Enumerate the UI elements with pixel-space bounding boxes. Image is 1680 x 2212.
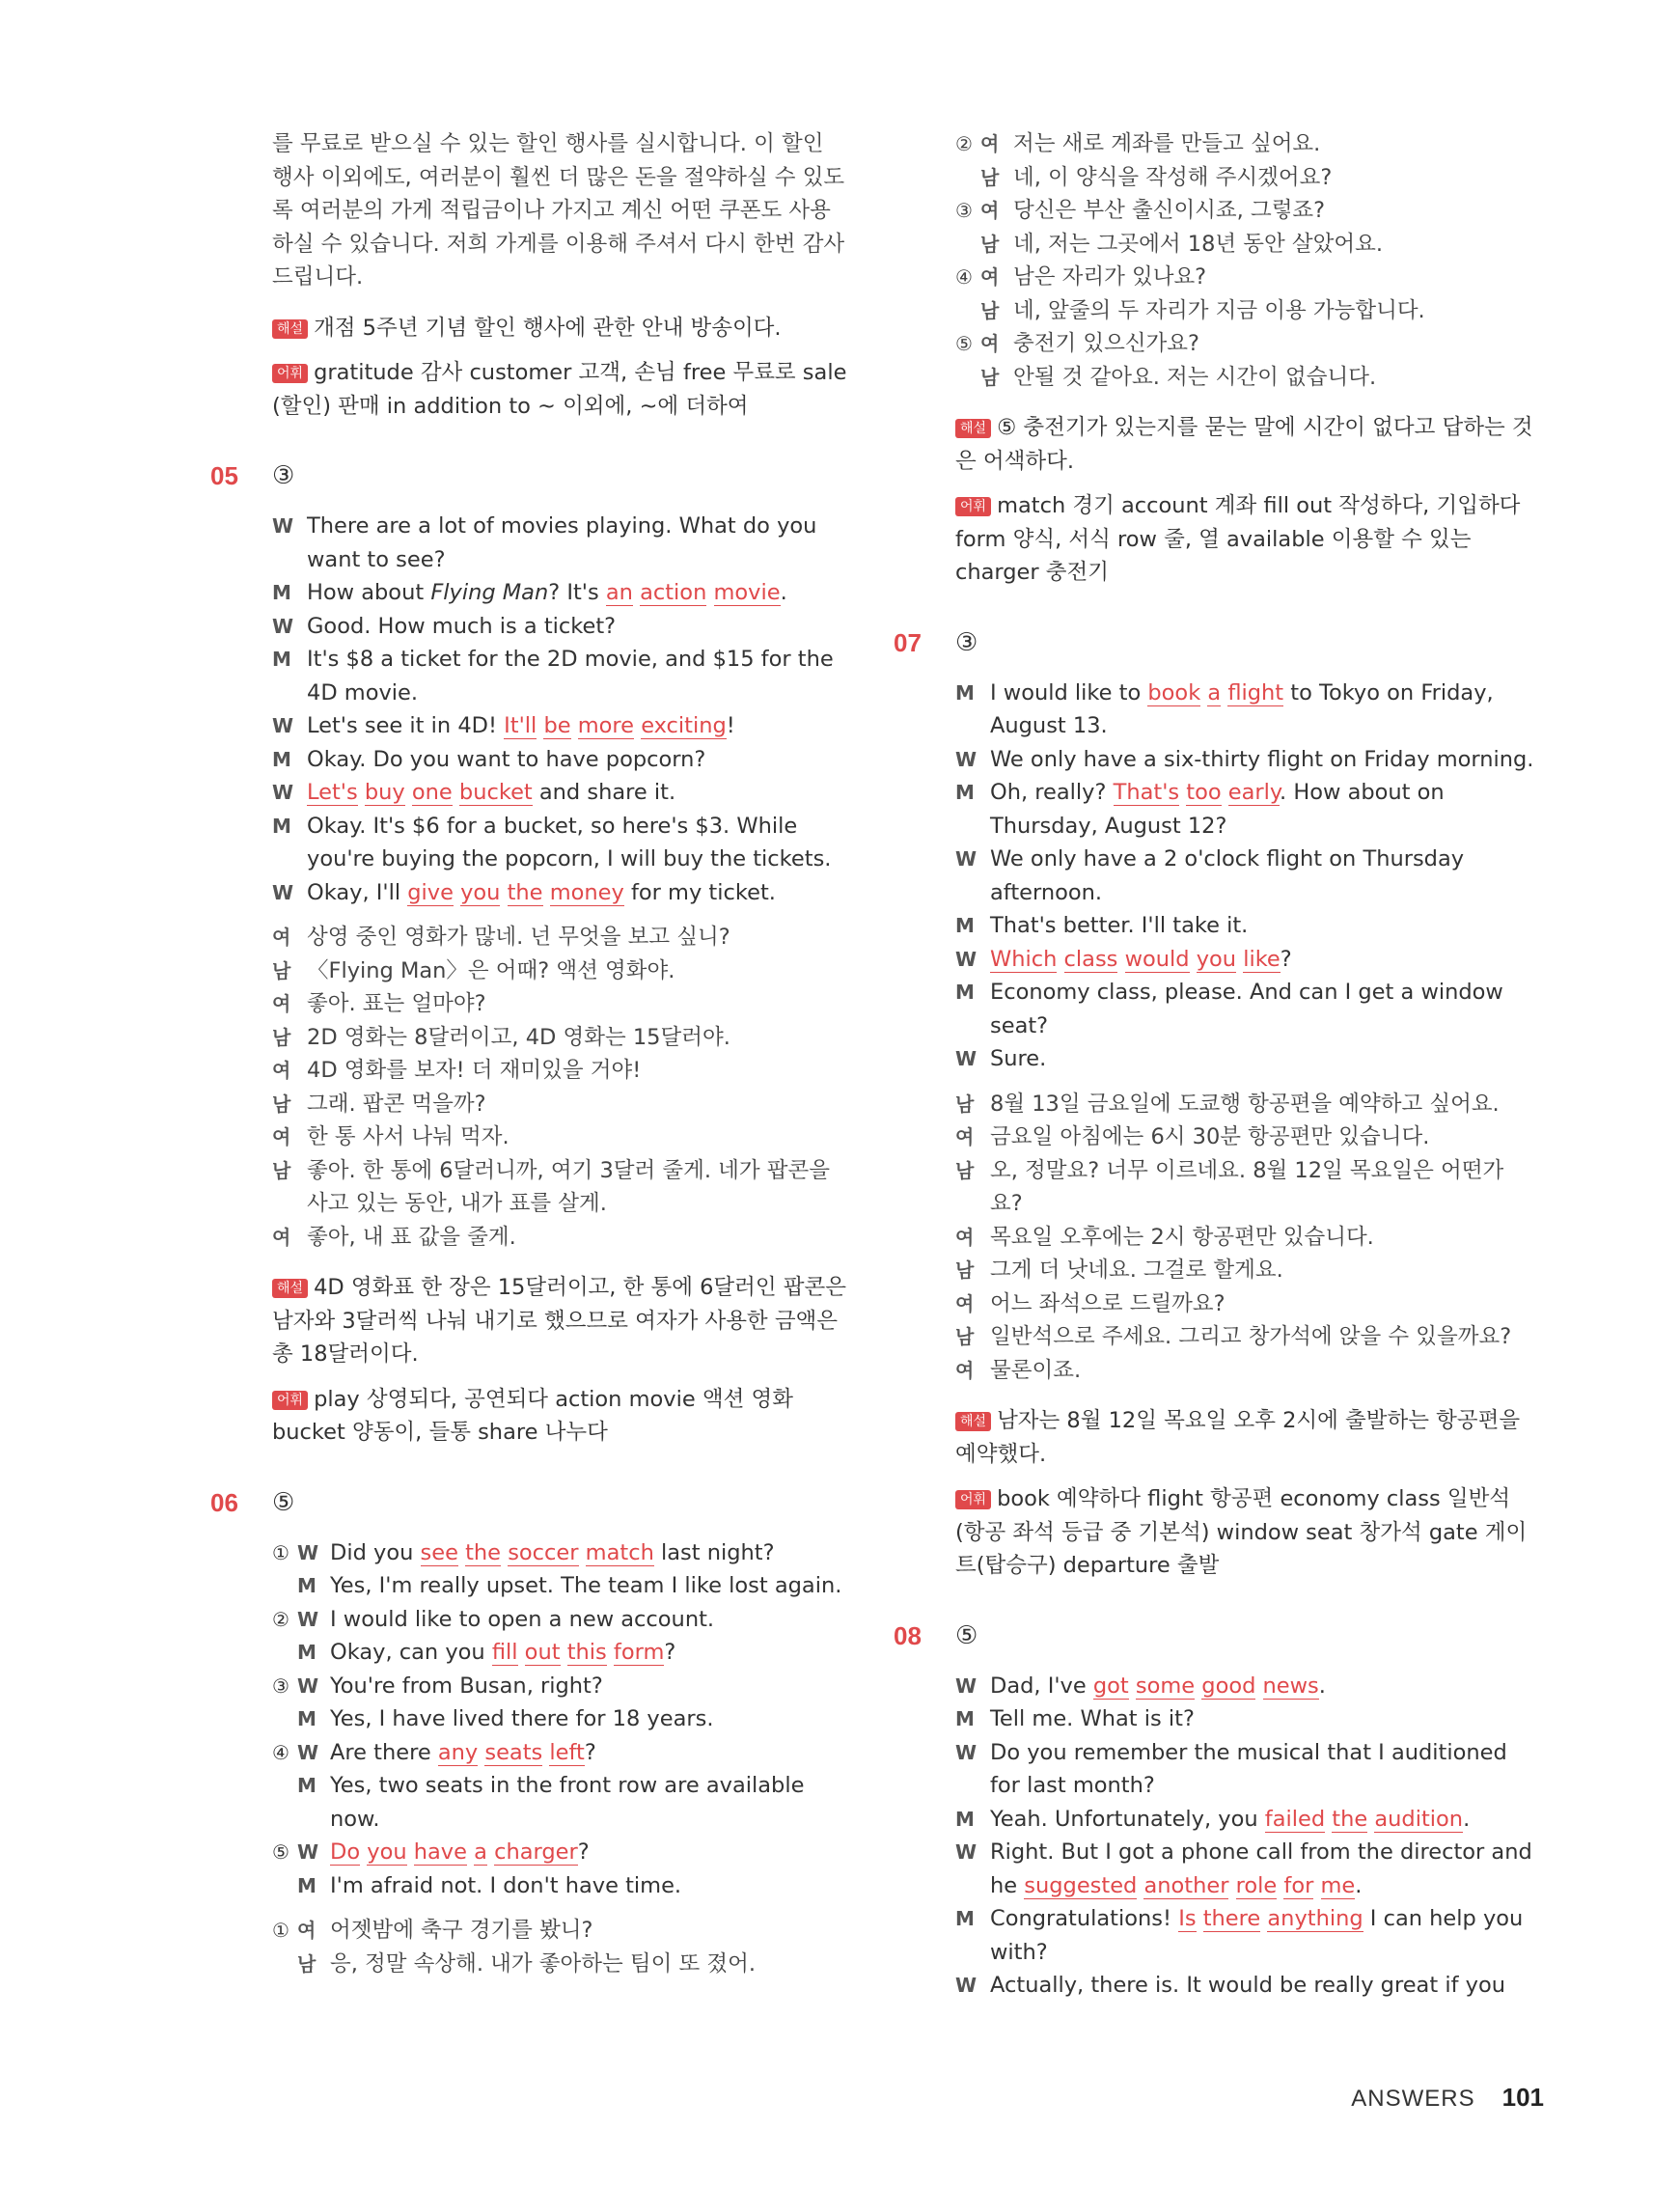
blank-word: role (1235, 1872, 1278, 1898)
q05-explanation: 해설 4D 영화표 한 장은 15달러이고, 한 통에 6달러인 팝콘은 남자와 3달러씩 나눠 내기로 했으므로 여자가 사용한 금액은 총 18달러이다. (272, 1275, 846, 1367)
question-number: 06 (210, 1487, 238, 1517)
translation-line: 여 어느 좌석으로 드릴까요? (955, 1287, 1534, 1321)
answer-mark: ⑤ (272, 1487, 295, 1517)
translation-line: ③ 여 당신은 부산 출신이시죠, 그렇죠? (955, 194, 1534, 228)
blank-word: got (1092, 1673, 1129, 1699)
speaker-label: 여 (980, 199, 1000, 222)
choice-number: ② (955, 132, 973, 155)
speaker-label: 남 (272, 1025, 291, 1049)
dialogue-line: W Which class would you like? (955, 943, 1534, 977)
blank-word: give (407, 879, 454, 905)
translation-line: ④ 여 남은 자리가 있나요? (955, 261, 1534, 294)
speaker-label: M (272, 747, 291, 771)
dialogue-line: M I would like to book a flight to Tokyo on Friday, August 13. (955, 677, 1534, 743)
dialogue-line: ⑤ W Do you have a charger? (272, 1836, 851, 1869)
dialogue-line: M It's $8 a ticket for the 2D movie, and $15 for the 4D movie. (272, 643, 851, 709)
translation-line: 여 금요일 아침에는 6시 30분 항공편만 있습니다. (955, 1120, 1534, 1154)
speaker-label: M (955, 914, 975, 937)
blank-word: another (1143, 1872, 1229, 1898)
dialogue-line: W Dad, I've got some good news. (955, 1670, 1534, 1703)
blank-word: fill (491, 1640, 518, 1665)
translation-line: 여 좋아. 표는 얼마야? (272, 987, 851, 1021)
translation-line: 남 오, 정말요? 너무 이르네요. 8월 12일 목요일은 어떤가요? (955, 1154, 1534, 1221)
speaker-label: W (297, 1607, 319, 1631)
vocabulary-tag: 어휘 (272, 364, 308, 383)
speaker-label: 여 (272, 1125, 291, 1148)
blank-word: you (1196, 946, 1237, 972)
translation-line: 여 목요일 오후에는 2시 항공편만 있습니다. (955, 1221, 1534, 1255)
footer-label: ANSWERS (1351, 2086, 1475, 2112)
translation-line: 남 응, 정말 속상해. 내가 좋아하는 팀이 또 졌어. (272, 1948, 851, 1981)
translation-line: 남 8월 13일 금요일에 도쿄행 항공편을 예약하고 싶어요. (955, 1088, 1534, 1121)
speaker-label: 여 (272, 1225, 291, 1249)
blank-word: a (1207, 679, 1222, 705)
dialogue-line: M Okay. Do you want to have popcorn? (272, 743, 851, 777)
blank-word: That's (1113, 780, 1180, 805)
blank-word: early (1227, 780, 1281, 805)
blank-word: flight (1227, 679, 1284, 705)
q05-translation (272, 921, 851, 1254)
blank-word: good (1201, 1673, 1256, 1699)
dialogue-line: W Good. How much is a ticket? (272, 610, 851, 644)
speaker-label: 남 (955, 1258, 975, 1282)
speaker-label: M (955, 680, 975, 705)
dialogue-line: ③ W You're from Busan, right? (272, 1670, 851, 1703)
dialogue-line: ② W I would like to open a new account. (272, 1603, 851, 1637)
q06-translation-start (272, 1914, 851, 1980)
speaker-label: 남 (980, 165, 1000, 189)
speaker-label: M (297, 1873, 317, 1897)
question-number: 07 (894, 627, 922, 657)
choice-number: ⑤ (272, 1840, 289, 1864)
dialogue-line: W Right. But I got a phone call from the director and he suggested another role for me. (955, 1836, 1534, 1902)
blank-word: failed (1264, 1806, 1326, 1832)
q07-dialogue (955, 677, 1534, 1076)
translation-line: 남 그게 더 낫네요. 그걸로 할게요. (955, 1254, 1534, 1287)
speaker-label: M (955, 981, 975, 1004)
speaker-label: 남 (272, 1092, 291, 1116)
dialogue-line: W Do you remember the musical that I auditioned for last month? (955, 1736, 1534, 1803)
choice-number: ④ (955, 265, 973, 289)
translation-line: ① 여 어젯밤에 축구 경기를 봤니? (272, 1914, 851, 1948)
continued-translation: 를 무료로 받으실 수 있는 할인 행사를 실시합니다. 이 할인 행사 이외에도, 여러분이 훨씬 더 많은 돈을 절약하실 수 있도록 여러분의 가게 적립금이나 가지고 계신 어떤 쿠폰도 사용하실 수 있습니다. 저희 가게를 이용해 주셔서 다시 한번 감사드립니다. (272, 131, 845, 290)
q05-dialogue (272, 510, 851, 909)
speaker-label: M (297, 1707, 317, 1730)
translation-line: 남 안될 것 같아요. 저는 시간이 없습니다. (955, 361, 1534, 395)
speaker-label: 여 (272, 926, 291, 949)
page-number: 101 (1501, 2083, 1544, 2112)
dialogue-line: W Sure. (955, 1042, 1534, 1076)
left-column (210, 127, 851, 1980)
dialogue-line: M Congratulations! Is there anything I can help you with? (955, 1902, 1534, 1969)
blank-word: match (585, 1539, 654, 1565)
movie-title: Flying Man (430, 580, 549, 605)
blank-word: the (507, 879, 543, 905)
translation-line: 남 그래. 팝콘 먹을까? (272, 1088, 851, 1121)
answer-mark: ③ (955, 627, 978, 657)
dialogue-line: M Economy class, please. And can I get a window seat? (955, 976, 1534, 1042)
blank-word: see (420, 1539, 458, 1565)
translation-line: 여 좋아, 내 표 값을 줄게. (272, 1221, 851, 1255)
translation-line: 남 〈Flying Man〉은 어때? 액션 영화야. (272, 954, 851, 988)
dialogue-line: W Let's buy one bucket and share it. (272, 776, 851, 810)
blank-word: form (613, 1640, 665, 1665)
translation-line: 남 좋아. 한 통에 6달러니까, 여기 3달러 줄게. 네가 팝콘을 사고 있는 동안, 내가 표를 살게. (272, 1154, 851, 1221)
translation-line: 여 물론이죠. (955, 1354, 1534, 1388)
blank-word: you (460, 879, 501, 905)
speaker-label: 남 (272, 1158, 291, 1182)
speaker-label: M (297, 1574, 317, 1597)
translation-line: 남 네, 저는 그곳에서 18년 동안 살았어요. (955, 228, 1534, 262)
speaker-label: M (955, 1807, 975, 1831)
blank-word: some (1135, 1673, 1196, 1699)
dialogue-line: W There are a lot of movies playing. What do you want to see? (272, 510, 851, 576)
choice-number: ① (272, 1540, 289, 1564)
blank-word: the (465, 1539, 502, 1565)
speaker-label: W (272, 880, 294, 904)
blank-word: Which (990, 946, 1058, 972)
blank-word: movie (713, 580, 781, 605)
speaker-label: M (272, 648, 291, 671)
translation-line: 남 네, 이 양식을 작성해 주시겠어요? (955, 161, 1534, 195)
question-number: 05 (210, 461, 238, 490)
question-number: 08 (894, 1620, 922, 1650)
page-footer (1351, 2083, 1544, 2113)
translation-line: 남 네, 앞줄의 두 자리가 지금 이용 가능합니다. (955, 294, 1534, 328)
q08-header (894, 1619, 1534, 1652)
dialogue-line: ④ W Are there any seats left? (272, 1736, 851, 1770)
q07-vocabulary: 어휘 book 예약하다 flight 항공편 economy class 일반석 (항공 좌석 등급 중 기본석) window seat 창가석 gate 게이트(탑승구) departure 출발 (955, 1486, 1528, 1578)
speaker-label: W (955, 1047, 978, 1070)
blank-word: an (605, 580, 633, 605)
q07-translation (955, 1088, 1534, 1388)
dialogue-line: M Yes, I have lived there for 18 years. (272, 1702, 851, 1736)
speaker-label: W (955, 1840, 978, 1864)
q06-vocabulary: 어휘 match 경기 account 계좌 fill out 작성하다, 기입하다 form 양식, 서식 row 줄, 열 available 이용할 수 있는 charger 충전기 (955, 493, 1521, 585)
blank-word: action (640, 580, 707, 605)
dialogue-line: M Tell me. What is it? (955, 1702, 1534, 1736)
speaker-label: W (297, 1540, 319, 1564)
blank-word: left (549, 1739, 585, 1765)
blank-word: out (524, 1640, 561, 1665)
q07-explanation: 해설 남자는 8월 12일 목요일 오후 2시에 출발하는 항공편을 예약했다. (955, 1408, 1521, 1467)
speaker-label: W (272, 614, 294, 638)
speaker-label: 여 (955, 1125, 975, 1148)
blank-word: book (1147, 679, 1201, 705)
choice-number: ⑤ (955, 332, 973, 355)
dialogue-line: M How about Flying Man? It's an action movie. (272, 576, 851, 610)
blank-word: exciting (641, 713, 727, 738)
blank-word: me (1320, 1872, 1356, 1898)
blank-word: would (1124, 946, 1190, 972)
speaker-label: 여 (955, 1291, 975, 1315)
dialogue-line: W Let's see it in 4D! It'll be more exciting! (272, 709, 851, 743)
speaker-label: W (297, 1740, 319, 1764)
blank-word: this (566, 1640, 607, 1665)
speaker-label: 남 (955, 1158, 975, 1182)
choice-number: ④ (272, 1740, 289, 1764)
blank-word: you (367, 1839, 407, 1865)
explanation-tag: 해설 (955, 419, 991, 438)
q06-header (210, 1486, 851, 1519)
speaker-label: W (272, 714, 294, 737)
blank-word: buy (364, 780, 405, 805)
speaker-label: W (272, 781, 294, 804)
dialogue-line: W We only have a six-thirty flight on Friday morning. (955, 743, 1534, 777)
speaker-label: 여 (980, 332, 1000, 355)
blank-word: any (437, 1739, 479, 1765)
speaker-label: M (272, 581, 291, 604)
speaker-label: W (955, 1740, 978, 1764)
speaker-label: M (955, 781, 975, 804)
speaker-label: W (297, 1673, 319, 1698)
blank-word: for (1283, 1872, 1314, 1898)
dialogue-line: W Actually, there is. It would be really great if you (955, 1969, 1534, 2003)
blank-word: have (413, 1839, 467, 1865)
blank-word: suggested (1024, 1872, 1138, 1898)
blank-word: soccer (508, 1539, 579, 1565)
speaker-label: M (955, 1707, 975, 1730)
translation-line: 남 일반석으로 주세요. 그리고 창가석에 앉을 수 있을까요? (955, 1320, 1534, 1354)
blank-word: Is (1178, 1906, 1197, 1931)
speaker-label: 남 (955, 1325, 975, 1348)
q06-explanation: 해설 ⑤ 충전기가 있는지를 묻는 말에 시간이 없다고 답하는 것은 어색하다. (955, 415, 1533, 474)
speaker-label: 여 (272, 1059, 291, 1082)
speaker-label: M (297, 1641, 317, 1664)
speaker-label: W (955, 847, 978, 871)
dialogue-line: M Yeah. Unfortunately, you failed the audition. (955, 1803, 1534, 1837)
speaker-label: 여 (272, 992, 291, 1015)
speaker-label: W (297, 1840, 319, 1864)
translation-line: ② 여 저는 새로 계좌를 만들고 싶어요. (955, 127, 1534, 161)
speaker-label: 여 (980, 132, 1000, 155)
speaker-label: 여 (980, 265, 1000, 289)
blank-word: anything (1267, 1906, 1363, 1931)
answer-mark: ③ (272, 461, 295, 490)
translation-line: 여 한 통 사서 나눠 먹자. (272, 1120, 851, 1154)
vocabulary-tag: 어휘 (272, 1391, 308, 1410)
blank-word: bucket (458, 780, 533, 805)
dialogue-line: M Okay. It's $6 for a bucket, so here's $3. While you're buying the popcorn, I will buy the tickets. (272, 810, 851, 876)
q06-dialogue (272, 1536, 851, 1903)
speaker-label: W (955, 1673, 978, 1698)
answer-mark: ⑤ (955, 1620, 978, 1650)
dialogue-line: W Okay, I'll give you the money for my ticket. (272, 876, 851, 910)
dialogue-line: M I'm afraid not. I don't have time. (272, 1869, 851, 1903)
speaker-label: W (955, 747, 978, 771)
blank-word: seats (484, 1739, 543, 1765)
speaker-label: 남 (272, 958, 291, 982)
q06-translation-continued (955, 127, 1534, 394)
blank-word: too (1186, 780, 1222, 805)
blank-word: one (411, 780, 453, 805)
dialogue-line: M Oh, really? That's too early. How about on Thursday, August 12? (955, 776, 1534, 843)
explanation-tag: 해설 (272, 1279, 308, 1298)
blank-word: money (549, 879, 624, 905)
speaker-label: 남 (955, 1092, 975, 1116)
blank-word: like (1243, 946, 1281, 972)
blank-word: there (1202, 1906, 1261, 1931)
blank-word: more (577, 713, 635, 738)
vocabulary-tag: 어휘 (955, 497, 991, 516)
choice-number: ③ (955, 199, 973, 222)
dialogue-line: ① W Did you see the soccer match last night? (272, 1536, 851, 1570)
translation-line: 여 4D 영화를 보자! 더 재미있을 거야! (272, 1054, 851, 1088)
blank-word: audition (1374, 1806, 1464, 1832)
q04-explanation: 해설 개점 5주년 기념 할인 행사에 관한 안내 방송이다. (272, 312, 851, 346)
blank-word: a (474, 1839, 487, 1865)
translation-line: 여 상영 중인 영화가 많네. 넌 무엇을 보고 싶니? (272, 921, 851, 954)
speaker-label: 여 (955, 1358, 975, 1382)
dialogue-line: W We only have a 2 o'clock flight on Thursday afternoon. (955, 843, 1534, 909)
q04-vocabulary: 어휘 gratitude 감사 customer 고객, 손님 free 무료로 sale (할인) 판매 in addition to ~ 이외에, ~에 더하여 (272, 360, 847, 419)
q05-vocabulary: 어휘 play 상영되다, 공연되다 action movie 액션 영화 bucket 양동이, 들통 share 나누다 (272, 1386, 793, 1445)
speaker-label: W (955, 947, 978, 971)
speaker-label: W (955, 1974, 978, 1997)
speaker-label: M (955, 1907, 975, 1930)
explanation-tag: 해설 (955, 1412, 991, 1431)
right-column (894, 127, 1534, 2003)
blank-word: be (543, 713, 571, 738)
speaker-label: M (272, 814, 291, 838)
explanation-tag: 해설 (272, 319, 308, 339)
blank-word: class (1063, 946, 1118, 972)
speaker-label: 남 (980, 365, 1000, 389)
translation-line: 남 2D 영화는 8달러이고, 4D 영화는 15달러야. (272, 1021, 851, 1055)
speaker-label: 남 (297, 1951, 317, 1976)
blank-word: charger (494, 1839, 578, 1865)
vocabulary-tag: 어휘 (955, 1490, 991, 1509)
speaker-label: M (297, 1774, 317, 1797)
blank-word: It'll (504, 713, 537, 738)
q05-header (210, 459, 851, 492)
speaker-label: 여 (955, 1225, 975, 1249)
blank-word: Let's (307, 780, 358, 805)
blank-word: Do (330, 1839, 361, 1865)
blank-word: news (1262, 1673, 1319, 1699)
choice-number: ① (272, 1919, 289, 1942)
choice-number: ② (272, 1607, 289, 1631)
dialogue-line: M Yes, two seats in the front row are available now. (272, 1769, 851, 1836)
speaker-label: W (272, 514, 294, 538)
speaker-label: 남 (980, 298, 1000, 322)
dialogue-line: M Yes, I'm really upset. The team I like lost again. (272, 1569, 851, 1603)
choice-number: ③ (272, 1673, 289, 1698)
speaker-label: 여 (297, 1919, 317, 1942)
translation-line: ⑤ 여 충전기 있으신가요? (955, 327, 1534, 361)
speaker-label: 남 (980, 232, 1000, 256)
blank-word: the (1332, 1806, 1368, 1832)
dialogue-line: M That's better. I'll take it. (955, 909, 1534, 943)
dialogue-line: M Okay, can you fill out this form? (272, 1636, 851, 1670)
q08-dialogue (955, 1670, 1534, 2003)
q07-header (894, 626, 1534, 659)
